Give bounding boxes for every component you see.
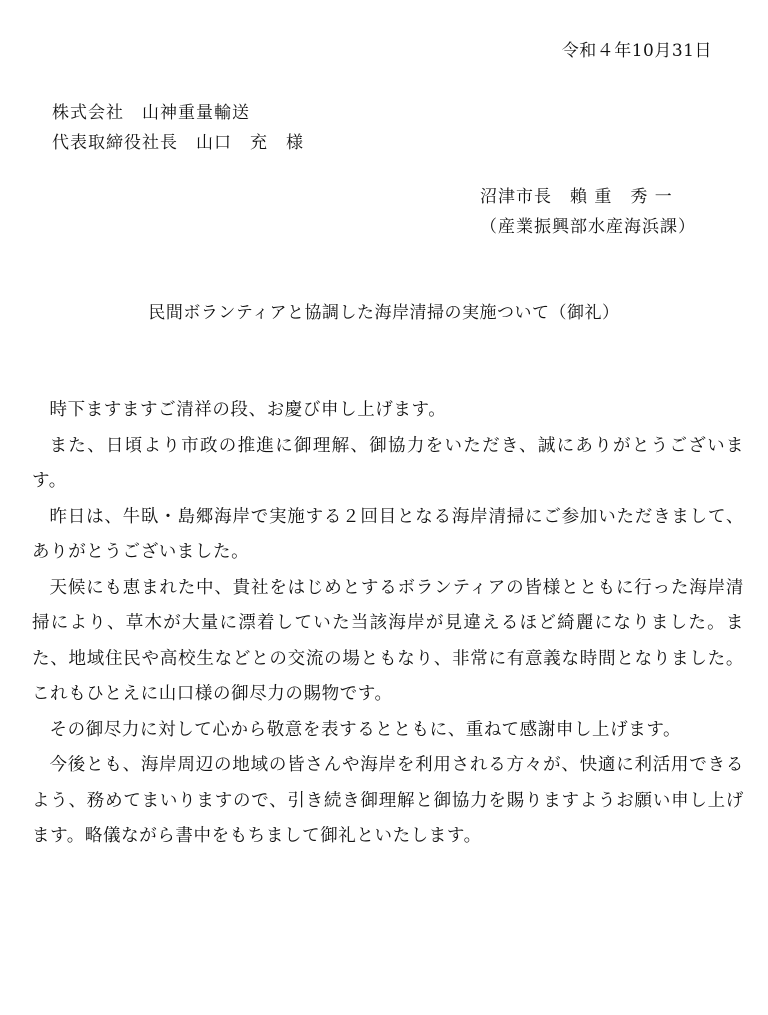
body-paragraph: 天候にも恵まれた中、貴社をはじめとするボランティアの皆様とともに行った海岸清掃により、草木が大量に漂着していた当該海岸が見違えるほど綺麗になりました。また、地域住民や高校生などとの交流の場ともなり、非常に有意義な時間となりました。これもひとえに山口様の御尽力の賜物です。 xyxy=(32,577,744,704)
sender-block xyxy=(480,182,696,242)
recipient-block xyxy=(52,98,304,158)
letter-body xyxy=(32,393,744,855)
body-paragraph: 昨日は、牛臥・島郷海岸で実施する２回目となる海岸清掃にご参加いただきまして、ありがとうございました。 xyxy=(32,506,744,562)
body-paragraph: 今後とも、海岸周辺の地域の皆さんや海岸を利用される方々が、快適に利活用できるよう、務めてまいりますので、引き続き御理解と御協力を賜りますようお願い申し上げます。略儀ながら書中をもちまして御礼といたします。 xyxy=(32,755,744,846)
body-paragraph: その御尽力に対して心から敬意を表するとともに、重ねて感謝申し上げます。 xyxy=(49,719,682,740)
body-paragraph: また、日頃より市政の推進に御理解、御協力をいただき、誠にありがとうございます。 xyxy=(32,435,744,491)
letter-date: 令和４年10月31日 xyxy=(561,41,712,61)
letter-subject: 民間ボランティアと協調した海岸清掃の実施ついて（御礼） xyxy=(148,303,620,323)
body-paragraph: 時下ますますご清祥の段、お慶び申し上げます。 xyxy=(49,400,447,420)
recipient-company: 株式会社 山神重量輸送 xyxy=(52,103,250,123)
sender-name: 沼津市長 賴 重 秀 一 xyxy=(480,187,673,207)
recipient-person: 代表取締役社長 山口 充 様 xyxy=(52,133,304,153)
sender-department: （産業振興部水産海浜課） xyxy=(480,217,696,237)
